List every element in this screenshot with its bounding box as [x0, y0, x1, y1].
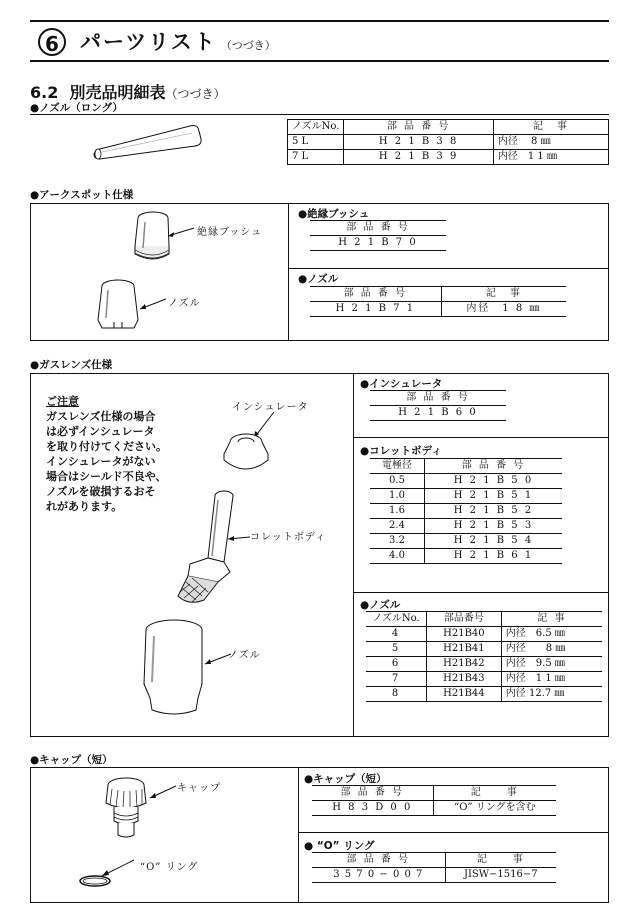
table-row	[370, 474, 562, 489]
collet-col-diameter: 電極径	[370, 459, 425, 474]
oring-cell: 3 5 7 0 − 0 0 7	[312, 868, 445, 883]
caution-line: は必ずインシュレータ	[46, 425, 155, 438]
cap-cell: H 8 3 D 0 0	[312, 801, 433, 816]
cap-hdivider	[298, 832, 609, 833]
arc-nozzle-title: ●ノズル	[298, 273, 339, 285]
insulator-col-part: 部 品 番 号	[370, 391, 506, 406]
gas-nozzle-cell: H21B41	[427, 642, 502, 657]
label-cap: キャップ	[177, 783, 221, 794]
table-row	[370, 519, 562, 534]
arc-bush-title: ●絶縁ブッシュ	[298, 208, 370, 220]
collet-cell: 4.0	[370, 549, 425, 564]
arc-spot-hdivider	[288, 268, 609, 269]
caution-line: ガスレンズ仕様の場合	[46, 410, 156, 423]
gas-nozzle-cell: 内径 8 ㎜	[501, 642, 602, 657]
table-row	[370, 534, 562, 549]
gas-nozzle-title: ●ノズル	[360, 599, 401, 611]
cap-illustration	[100, 775, 152, 839]
arc-nozzle-cell: 内径 1 8 ㎜	[441, 302, 566, 317]
arc-bush-cell: H 2 1 B 7 0	[310, 236, 446, 251]
gas-nozzle-cell: 8	[366, 687, 427, 702]
arc-nozzle-table	[310, 286, 566, 317]
label-insulating-bush: 絶縁ブッシュ	[197, 227, 263, 238]
gas-nozzle-cell: 内径 1 1 ㎜	[501, 672, 602, 687]
arc-nozzle-cell: H 2 1 B 7 1	[310, 302, 441, 317]
insulator-title: ●インシュレータ	[360, 378, 443, 390]
collet-cell: 2.4	[370, 519, 425, 534]
chapter-number: 6	[38, 28, 66, 56]
cap-table	[312, 785, 556, 816]
table-row	[312, 801, 556, 816]
cap-cell: “O” リングを含む	[433, 801, 556, 816]
gas-nozzle-cell: 4	[366, 627, 427, 642]
nozzle-long-illustration	[92, 122, 212, 162]
collet-cell: H 2 1 B 6 1	[425, 549, 563, 564]
collet-cell: H 2 1 B 5 4	[425, 534, 563, 549]
arc-nozzle-col-part: 部 品 番 号	[310, 287, 441, 302]
gas-lens-hdivider-1	[353, 437, 609, 438]
collet-body-illustration	[168, 488, 248, 608]
gas-lens-title: ●ガスレンズ仕様	[30, 359, 113, 371]
leader-line-collet	[226, 533, 252, 541]
nozzle-long-cell: 5 L	[288, 135, 344, 150]
oring-cell: JISW−1516−7	[445, 868, 556, 883]
leader-line-nozzle	[140, 297, 170, 311]
section-number: 6.2	[30, 83, 59, 102]
page-title	[38, 26, 276, 56]
cap-title: ●キャップ（短）	[30, 754, 113, 766]
caution-line: を取り付けてください。	[46, 440, 167, 453]
table-row	[366, 627, 602, 642]
arc-spot-title: ●アークスポット仕様	[30, 189, 134, 201]
table-row	[288, 135, 609, 150]
insulator-cell: H 2 1 B 6 0	[370, 406, 506, 421]
collet-cell: 3.2	[370, 534, 425, 549]
nozzle-long-col-part: 部 品 番 号	[344, 120, 493, 135]
label-gas-nozzle: ノズル	[228, 650, 261, 661]
table-row	[366, 657, 602, 672]
gas-nozzle-cell: H21B44	[427, 687, 502, 702]
nozzle-long-col-note: 記 事	[493, 120, 608, 135]
caution-line: れがあります。	[46, 500, 123, 513]
gas-nozzle-cell: H21B40	[427, 627, 502, 642]
collet-cell: H 2 1 B 5 3	[425, 519, 563, 534]
header-rule-top	[30, 20, 609, 22]
collet-cell: H 2 1 B 5 0	[425, 474, 563, 489]
gas-nozzle-cell: 内径 6.5 ㎜	[501, 627, 602, 642]
collet-cell: 1.0	[370, 489, 425, 504]
gas-nozzle-cell: H21B42	[427, 657, 502, 672]
cap-divider	[298, 767, 299, 903]
table-row	[310, 302, 566, 317]
insulating-bush-illustration	[125, 210, 185, 268]
collet-cell: H 2 1 B 5 1	[425, 489, 563, 504]
gas-nozzle-cell: H21B43	[427, 672, 502, 687]
arc-bush-table	[310, 220, 446, 251]
leader-line-cap	[148, 784, 178, 800]
header-rule-bottom	[30, 60, 609, 62]
section-title-continued: （つづき）	[165, 87, 226, 101]
arc-nozzle-col-note: 記 事	[441, 287, 566, 302]
cap-col-note: 記 事	[433, 786, 556, 801]
nozzle-long-col-no: ノズルNo.	[288, 120, 344, 135]
oring-col-note: 記 事	[445, 853, 556, 868]
nozzle-long-cell: 7 L	[288, 150, 344, 165]
table-row	[312, 868, 556, 883]
section-title-text: 別売品明細表	[69, 83, 166, 102]
table-row	[366, 642, 602, 657]
nozzle-long-cell: 内径 1 1 ㎜	[493, 150, 608, 165]
collet-col-part: 部 品 番 号	[425, 459, 563, 474]
caution-title: ご注意	[46, 395, 79, 408]
table-row	[310, 236, 446, 251]
caution-line: ノズルを破損するおそ	[46, 485, 156, 498]
gas-lens-hdivider-2	[353, 592, 609, 593]
nozzle-long-cell: H 2 1 B 3 8	[344, 135, 493, 150]
nozzle-long-cell: H 2 1 B 3 9	[344, 150, 493, 165]
oring-col-part: 部 品 番 号	[312, 853, 445, 868]
nozzle-long-rule	[30, 114, 609, 115]
label-insulator: インシュレータ	[232, 402, 309, 413]
nozzle-long-title: ●ノズル（ロング）	[30, 102, 123, 114]
gas-nozzle-cell: 7	[366, 672, 427, 687]
table-row	[366, 672, 602, 687]
gas-lens-divider	[353, 373, 354, 737]
table-row	[370, 504, 562, 519]
gas-nozzle-col-part: 部品番号	[427, 612, 502, 627]
nozzle-long-cell: 内径 8 ㎜	[493, 135, 608, 150]
gas-nozzle-cell: 6	[366, 657, 427, 672]
collet-cell: H 2 1 B 5 2	[425, 504, 563, 519]
gas-nozzle-table	[366, 611, 602, 702]
gas-nozzle-cell: 5	[366, 642, 427, 657]
table-row	[370, 406, 506, 421]
leader-line-bush	[168, 226, 198, 238]
page-title-continued: （つづき）	[220, 39, 276, 52]
caution-line: インシュレータがない	[46, 455, 156, 468]
table-row	[288, 150, 609, 165]
caution-note	[46, 394, 168, 514]
gas-nozzle-cell: 内径 12.7 ㎜	[501, 687, 602, 702]
table-row	[366, 687, 602, 702]
collet-table	[370, 458, 562, 564]
arc-spot-divider	[288, 203, 289, 341]
label-arc-nozzle: ノズル	[168, 298, 201, 309]
label-collet-body: コレットボディ	[250, 532, 327, 543]
collet-title: ●コレットボディ	[360, 445, 442, 457]
table-row	[370, 489, 562, 504]
leader-line-oring	[100, 858, 136, 878]
cap-table-title: ●キャップ（短）	[304, 773, 387, 785]
gas-nozzle-col-no: ノズルNo.	[366, 612, 427, 627]
table-row	[370, 549, 562, 564]
gas-lens-nozzle-illustration	[132, 618, 216, 718]
collet-cell: 0.5	[370, 474, 425, 489]
caution-line: 場合はシールド不良や、	[46, 470, 167, 483]
nozzle-long-table	[287, 119, 609, 165]
arc-bush-col-part: 部 品 番 号	[310, 221, 446, 236]
insulator-illustration	[218, 430, 274, 474]
collet-cell: 1.6	[370, 504, 425, 519]
cap-col-part: 部 品 番 号	[312, 786, 433, 801]
oring-table	[312, 852, 556, 883]
insulator-table	[370, 390, 506, 421]
gas-nozzle-col-note: 記 事	[501, 612, 602, 627]
oring-table-title: ● “O” リング	[304, 840, 375, 852]
gas-nozzle-cell: 内径 9.5 ㎜	[501, 657, 602, 672]
page-title-text: パーツリスト	[80, 30, 217, 54]
label-oring: “O” リング	[140, 862, 199, 873]
